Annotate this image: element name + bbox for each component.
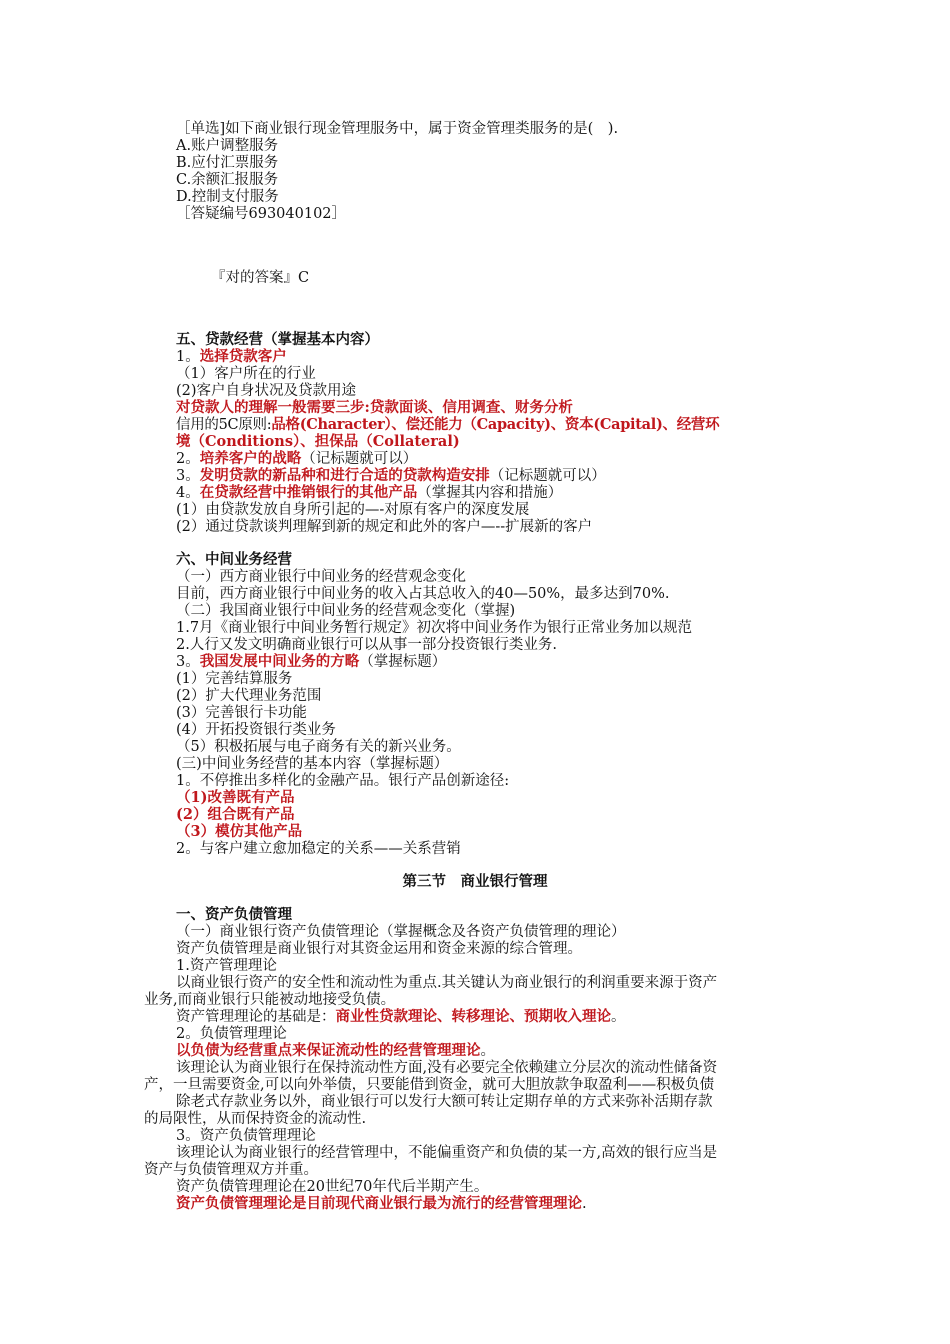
alm-p9b: 的局限性，从而保持资金的流动性. [144, 1111, 367, 1127]
section5-item1-a: （1）客户所在的行业 [176, 366, 316, 382]
alm-p10: 3。资产负债管理理论 [176, 1128, 316, 1144]
section6-p9: 2。与客户建立愈加稳定的关系——关系营销 [176, 841, 461, 857]
question-stem: ［单选]如下商业银行现金管理服务中，属于资金管理类服务的是( ). [176, 121, 619, 137]
alm-p5: 资产管理理论的基础是：商业性贷款理论、转移理论、预期收入理论。 [176, 1008, 626, 1025]
section6-p6: 3。我国发展中间业务的方略（掌握标题） [176, 653, 447, 670]
section6-red-2: (2）组合既有产品 [176, 806, 295, 823]
question-option-d: D.控制支付服务 [176, 189, 279, 205]
question-option-b: B.应付汇票服务 [176, 155, 279, 171]
question-answer: 『对的答案』C [211, 270, 310, 286]
section6-p1: （一）西方商业银行中间业务的经营观念变化 [176, 569, 466, 585]
section6-p3: （二）我国商业银行中间业务的经营观念变化（掌握) [176, 603, 516, 619]
section5-item3: 3。发明贷款的新品种和进行合适的贷款构造安排（记标题就可以） [176, 467, 606, 484]
alm-p1: （一）商业银行资产负债管理论（掌握概念及各资产负债管理的理论） [176, 924, 626, 940]
question-code: ［答疑编号693040102］ [176, 206, 347, 222]
section6-list-5: （5）积极拓展与电子商务有关的新兴业务。 [176, 739, 461, 755]
alm-p7: 以负债为经营重点来保证流动性的经营管理理论。 [176, 1042, 495, 1059]
alm-p11a: 该理论认为商业银行的经营管理中，不能偏重资产和负债的某一方,高效的银行应当是 [176, 1145, 718, 1161]
alm-p6: 2。负债管理理论 [176, 1026, 287, 1042]
section6-list-1: (1）完善结算服务 [176, 671, 293, 687]
section6-p2: 目前，西方商业银行中间业务的收入占其总收入的40—50%，最多达到70%. [176, 586, 670, 602]
section5-item1: 1。选择贷款客户 [176, 348, 287, 365]
section5-5c-principle: 信用的5C原则:品格(Character）、偿还能力（Capacity)、资本(Capital)、经营环 [176, 416, 720, 433]
section6-p5: 2.人行又发文明确商业银行可以从事一部分投资银行类业务. [176, 637, 557, 653]
alm-p4a: 以商业银行资产的安全性和流动性为重点.其关键认为商业银行的利润重要来源于资产 [176, 975, 718, 991]
section5-item4: 4。在贷款经营中推销银行的其他产品（掌握其内容和措施） [176, 484, 563, 501]
alm-p2: 资产负债管理是商业银行对其资金运用和资金来源的综合管理。 [176, 941, 582, 957]
section5-heading: 五、贷款经营（掌握基本内容） [176, 331, 379, 348]
section3-title: 第三节 商业银行管理 [402, 873, 548, 890]
section5-item2: 2。培养客户的战略（记标题就可以） [176, 450, 418, 467]
section5-5c-principle-cont: 境（Conditions）、担保品（Collateral) [176, 433, 460, 450]
section6-red-1: （1)改善既有产品 [176, 789, 295, 806]
alm-p3: 1.资产管理理论 [176, 958, 277, 974]
section5-item4-b: (2）通过贷款谈判理解到新的规定和此外的客户—--扩展新的客户 [176, 519, 593, 535]
alm-p8a: 该理论认为商业银行在保持流动性方面,没有必要完全依赖建立分层次的流动性储备资 [176, 1060, 718, 1076]
question-option-a: A.账户调整服务 [176, 138, 279, 154]
alm-p9a: 除老式存款业务以外，商业银行可以发行大额可转让定期存单的方式来弥补活期存款 [176, 1094, 713, 1110]
section5-three-steps: 对贷款人的理解一般需要三步:贷款面谈、信用调查、财务分析 [176, 399, 573, 416]
alm-p13: 资产负债管理理论是目前现代商业银行最为流行的经营管理理论. [176, 1195, 587, 1212]
section6-p7: (三)中间业务经营的基本内容（掌握标题） [176, 756, 449, 772]
section6-p4: 1.7月《商业银行中间业务暂行规定》初次将中间业务作为银行正常业务加以规范 [176, 620, 693, 636]
alm-p11b: 资产与负债管理双方并重。 [144, 1162, 318, 1178]
alm-p12: 资产负债管理理论在20世纪70年代后半期产生。 [176, 1179, 489, 1195]
section6-p8: 1。不停推出多样化的金融产品。银行产品创新途径: [176, 773, 510, 789]
alm-p8b: 产，一旦需要资金,可以向外举债，只要能借到资金，就可大胆放款争取盈利——积极负债 [144, 1077, 715, 1093]
alm-p4b: 业务,而商业银行只能被动地接受负债。 [144, 992, 396, 1008]
section5-item1-b: (2)客户自身状况及贷款用途 [176, 383, 357, 399]
section6-red-3: （3）模仿其他产品 [176, 823, 303, 840]
section6-list-3: (3）完善银行卡功能 [176, 705, 307, 721]
section6-list-2: (2）扩大代理业务范围 [176, 688, 322, 704]
question-option-c: C.余额汇报服务 [176, 172, 279, 188]
section6-heading: 六、中间业务经营 [176, 551, 292, 568]
section6-list-4: (4）开拓投资银行类业务 [176, 722, 336, 738]
alm-heading: 一、资产负债管理 [176, 906, 292, 923]
section5-item4-a: (1）由贷款发放自身所引起的—-对原有客户的深度发展 [176, 502, 530, 518]
